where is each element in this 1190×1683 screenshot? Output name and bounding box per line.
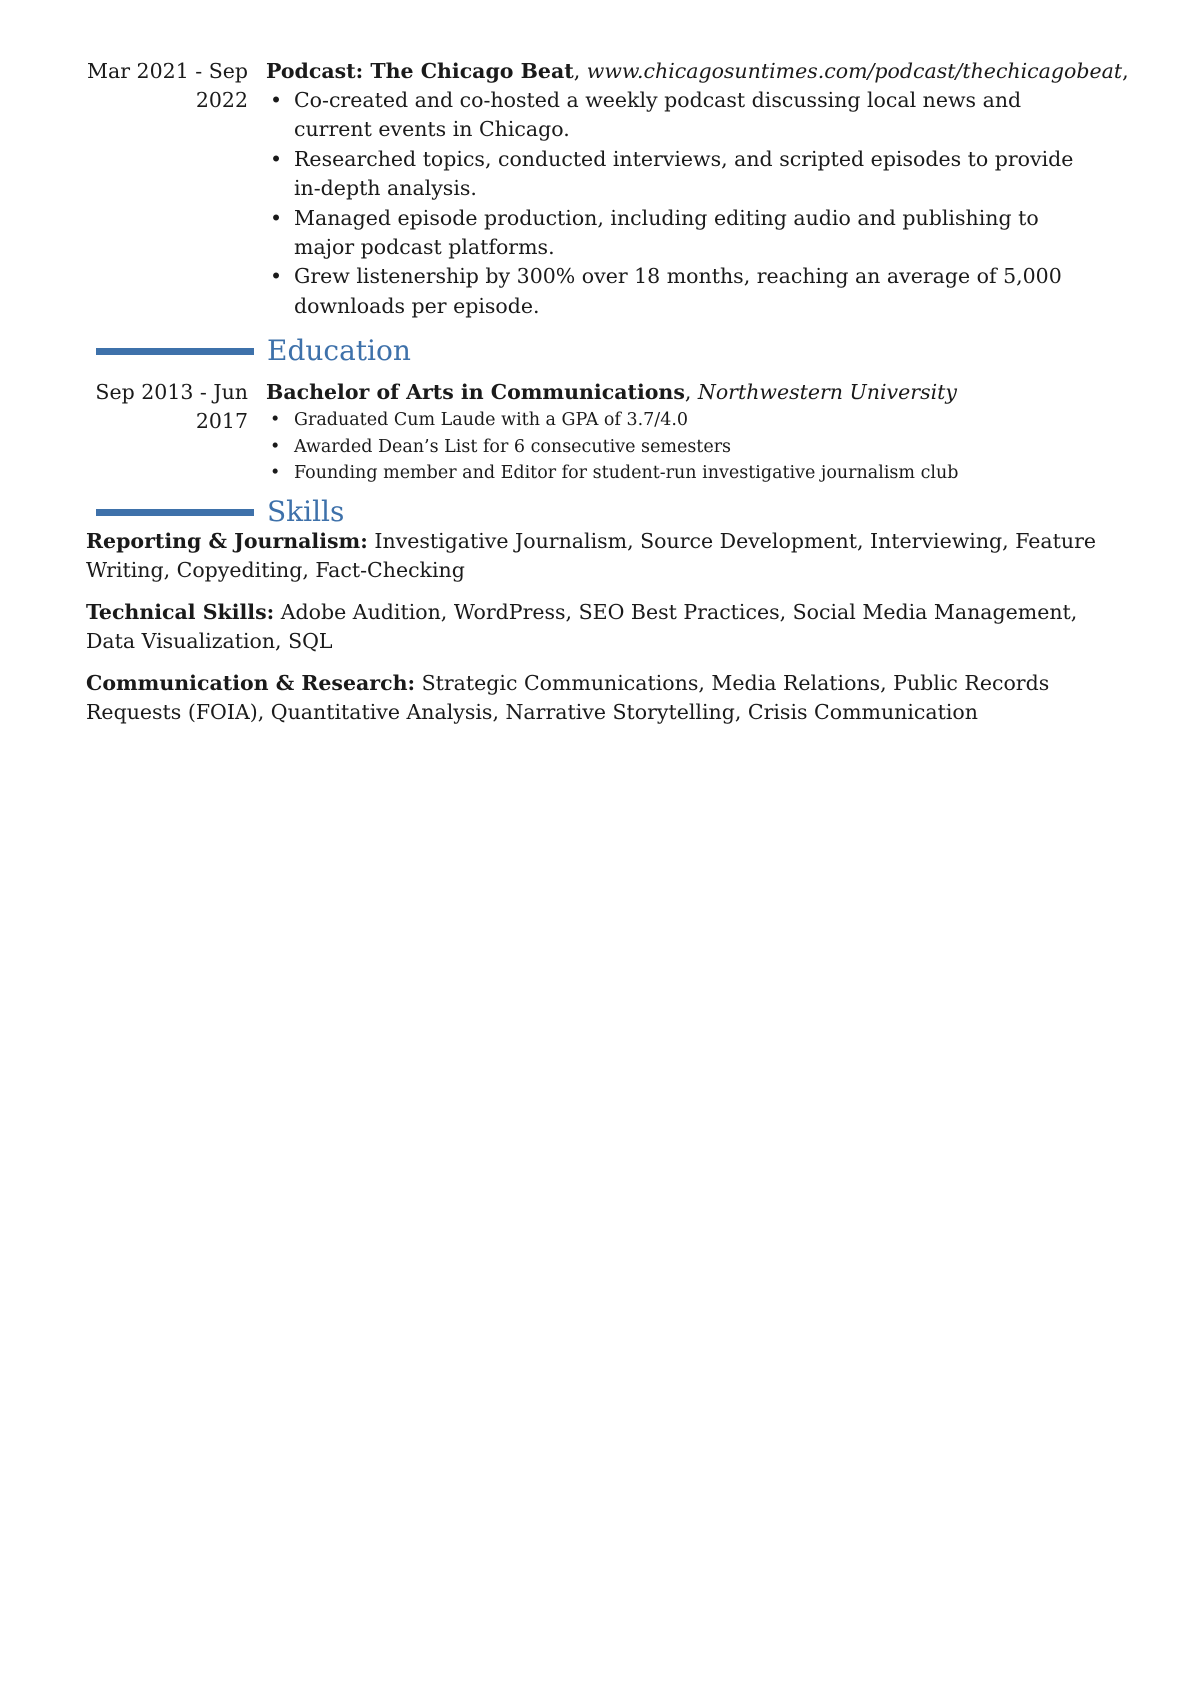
bullet-text: Grew listenership by 300% over 18 months, reaching an average of 5,000 downloads per episode.	[294, 264, 1062, 318]
list-item	[266, 434, 1096, 461]
skill-group-items: Investigative Journalism, Source Development, Interviewing, Feature Writing, Copyediting, Fact-Checking	[86, 529, 1097, 582]
list-item	[266, 86, 1096, 145]
education-institution: Northwestern University	[697, 380, 957, 404]
education-date	[86, 378, 248, 436]
bullet-dot-icon: •	[270, 264, 283, 289]
education-degree: Bachelor of Arts in Communications	[266, 380, 685, 404]
skill-group-items: Strategic Communications, Media Relations, Public Records Requests (FOIA), Quantitative Analysis, Narrative Storytelling, Crisis Communication	[86, 671, 1050, 724]
bullet-dot-icon: •	[270, 436, 281, 457]
education-body	[266, 378, 1096, 487]
bullet-dot-icon: •	[270, 463, 281, 483]
date-line-1: Sep 2013 - Jun	[95, 380, 248, 404]
bullet-dot-icon: •	[270, 410, 281, 430]
list-item	[266, 262, 1096, 321]
skill-group	[86, 527, 1101, 585]
education-separator: ,	[684, 380, 698, 404]
experience-heading	[266, 57, 1129, 86]
date-line-2: 2022	[195, 88, 248, 112]
skill-group-label: Reporting & Journalism:	[86, 529, 368, 553]
list-item	[266, 460, 1096, 487]
bullet-text: Researched topics, conducted interviews, and scripted episodes to provide in-depth analysis.	[294, 146, 1074, 201]
education-bullet-list	[266, 407, 1096, 487]
experience-title: Podcast: The Chicago Beat	[266, 59, 574, 83]
experience-body	[266, 57, 1129, 321]
skill-group	[86, 598, 1101, 656]
skills-list	[86, 527, 1101, 740]
bullet-dot-icon: •	[270, 205, 283, 230]
list-item	[266, 145, 1096, 204]
bullet-dot-icon: •	[270, 146, 283, 171]
date-line-1: Mar 2021 - Sep	[87, 59, 248, 83]
skill-group-label: Communication & Research:	[86, 671, 416, 695]
section-title: Education	[267, 334, 411, 367]
list-item	[266, 407, 1096, 434]
skill-group-label: Technical Skills:	[86, 600, 275, 624]
section-bar	[96, 348, 254, 355]
education-heading	[266, 378, 1096, 407]
bullet-text: Co-created and co-hosted a weekly podcast discussing local news and current events in Chicago.	[294, 88, 1022, 142]
experience-bullet-list	[266, 86, 1096, 321]
skill-group	[86, 669, 1101, 727]
experience-trailing: ,	[1122, 59, 1129, 83]
bullet-dot-icon: •	[270, 88, 283, 112]
experience-url: www.chicagosuntimes.com/podcast/thechicagobeat	[586, 59, 1123, 83]
experience-date	[86, 57, 248, 115]
date-line-2: 2017	[195, 409, 248, 433]
bullet-text: Founding member and Editor for student-run investigative journalism club	[294, 463, 959, 483]
section-bar	[96, 509, 254, 516]
bullet-text: Managed episode production, including editing audio and publishing to major podcast platforms.	[294, 205, 1039, 260]
experience-separator: ,	[573, 59, 587, 83]
bullet-text: Graduated Cum Laude with a GPA of 3.7/4.0	[294, 410, 689, 430]
section-title: Skills	[267, 495, 345, 528]
list-item	[266, 204, 1096, 263]
bullet-text: Awarded Dean’s List for 6 consecutive semesters	[294, 436, 732, 457]
skill-group-items: Adobe Audition, WordPress, SEO Best Practices, Social Media Management, Data Visualization, SQL	[86, 600, 1078, 653]
